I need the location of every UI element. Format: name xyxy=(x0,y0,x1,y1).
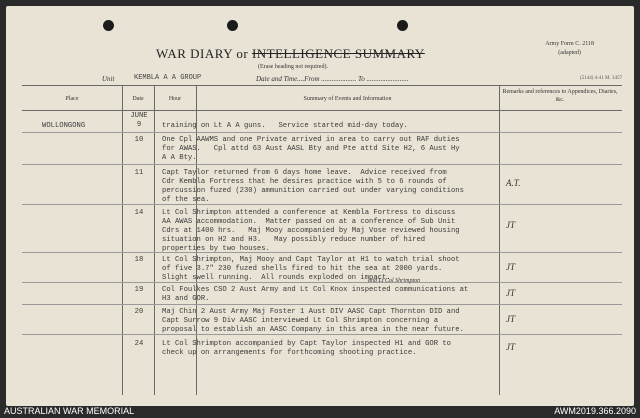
entry-remark-initials: JT xyxy=(506,314,515,324)
subtitle: (Erase heading not required). xyxy=(258,64,328,70)
entry-remark-initials: JT xyxy=(506,220,515,230)
date-time-label: Date and Time....From .................... To ........................ xyxy=(256,75,409,83)
entry-text: One Cpl AAWMS and one Private arrived in area to carry out RAF duties for AWAS. Cpl attd 63 Aust AASL Bty and Pte attd Site H2, 6 Aust Hy A A Bty. xyxy=(162,136,460,162)
unit-value: KEMBLA A A GROUP xyxy=(134,74,202,82)
punch-hole-left xyxy=(103,20,114,31)
page-title xyxy=(156,46,425,62)
entry-remark-initials: A.T. xyxy=(506,178,521,188)
table-top-rule xyxy=(22,85,622,86)
col-header-hour: Hour xyxy=(168,96,182,102)
archive-footer xyxy=(0,406,640,418)
punch-hole-middle xyxy=(227,20,238,31)
form-ref-line-2: (adapted) xyxy=(558,50,581,56)
entry-date: 11 xyxy=(134,169,144,177)
footer-institution: AUSTRALIAN WAR MEMORIAL xyxy=(4,406,135,416)
entry-remark-initials: JT xyxy=(506,342,515,352)
entry-date: 18 xyxy=(134,256,144,264)
punch-hole-right xyxy=(397,20,408,31)
entry-text: Capt Taylor returned from 6 days home leave. Advice received from Cdr Kembla Fortress that he desires practice with 5 to 6 rounds of percussion fuzed (230) ammunition carried out under varying conditions of the sea. xyxy=(162,169,464,204)
entry-text: Maj Chin 2 Aust Army Maj Foster 1 Aust DIV AASC Capt Thornton DID and Capt Surrow 9 Div AASC interviewed Lt Col Shrimpton concerning a proposal to establish an AASC Company in this area in the near future. xyxy=(162,308,464,334)
entry-text: Lt Col Shrimpton, Maj Mooy and Capt Taylor at H1 to watch trial shoot of five 3.7" 230 fuzed shells fired to hit the sea at 2000 yards. Slight swell running. All rounds exploded on impact. xyxy=(162,256,460,282)
header-bottom-rule xyxy=(22,110,622,111)
row-rule xyxy=(22,132,622,133)
entry-text: Lt Col Shrimpton accompanied by Capt Taylor inspected H1 and GOR to check up on arrangements for forthcoming shooting practice. xyxy=(162,340,451,357)
form-reference xyxy=(545,40,594,58)
entry-date: 24 xyxy=(134,340,144,348)
entry-date: 10 xyxy=(134,136,144,144)
col-header-date: Date xyxy=(132,96,144,102)
entry-date: 20 xyxy=(134,308,144,316)
title-or: or xyxy=(236,46,249,61)
entry-date: 19 xyxy=(134,286,144,294)
entry-text: training on Lt A A guns. Service started mid-day today. xyxy=(162,122,408,130)
entry-date: 14 xyxy=(134,209,144,217)
title-struck: INTELLIGENCE SUMMARY xyxy=(251,46,425,61)
form-ref-line-1: Army Form C. 2118 xyxy=(545,41,594,47)
entry-text: Col Foulkes CSO 2 Aust Army and Lt Col Knox inspected communications at H3 and GOR. xyxy=(162,286,469,303)
col-header-place: Place xyxy=(65,96,79,102)
entry-remark-initials: JT xyxy=(506,288,515,298)
col-header-remarks: Remarks and references to Appendices, Diaries, &c. xyxy=(502,89,618,103)
handwritten-insertion: and Lt Col Shrimpton xyxy=(368,278,421,284)
entry-place: WOLLONGONG xyxy=(42,122,86,130)
row-rule xyxy=(22,304,622,305)
unit-label: Unit xyxy=(102,75,115,83)
diary-sheet xyxy=(6,6,634,406)
row-rule xyxy=(22,164,622,165)
print-reference: (5144) 4-41 M. 3457 xyxy=(580,76,622,81)
entry-date: JUNE 9 xyxy=(130,112,148,129)
entry-remark-initials: JT xyxy=(506,262,515,272)
footer-accession-number: AWM2019.366.2090 xyxy=(554,406,636,416)
col-header-summary: Summary of Events and Information xyxy=(303,96,392,102)
title-main: WAR DIARY xyxy=(156,46,233,61)
entry-text: Lt Col Shrimpton attended a conference at Kembla Fortress to discuss AA AWAS accommodation. Matter passed on at a conference of Sub Unit Cdrs at 1400 hrs. Maj Mooy accompanied by Maj Vose reviewed housing situation on H2 and H3. May possibly reduce number of hired properties by two houses. xyxy=(162,209,460,253)
